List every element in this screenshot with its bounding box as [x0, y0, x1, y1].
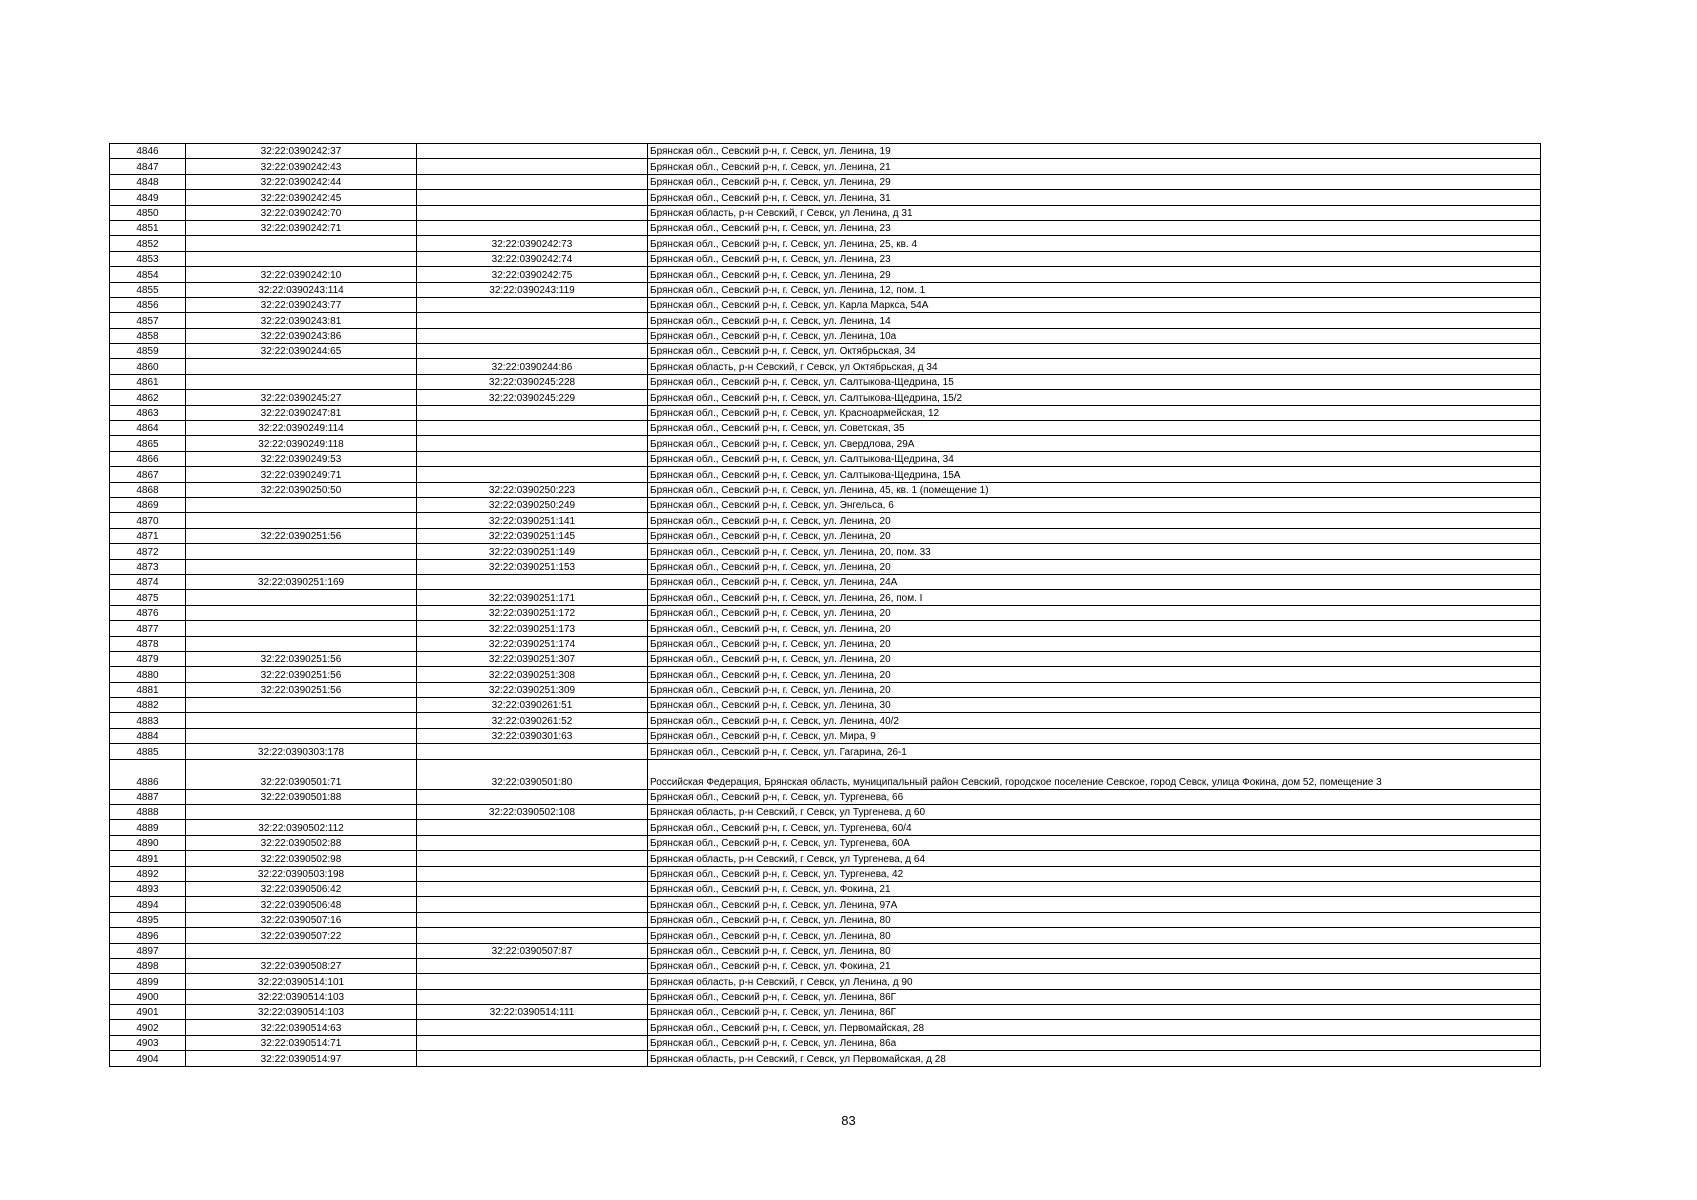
table-row	[110, 144, 1541, 159]
cadastral-number-cell: 32:22:0390251:56	[186, 667, 417, 682]
table-row	[110, 974, 1541, 989]
address-cell: Брянская обл., Севский р-н, г. Севск, ул. Ленина, 29	[648, 267, 1541, 282]
object-cadastral-number-cell	[417, 220, 648, 235]
table-row	[110, 667, 1541, 682]
address-cell: Брянская обл., Севский р-н, г. Севск, ул. Ленина, 20	[648, 605, 1541, 620]
table-row	[110, 482, 1541, 497]
address-cell: Брянская обл., Севский р-н, г. Севск, ул. Первомайская, 28	[648, 1020, 1541, 1035]
object-cadastral-number-cell	[417, 451, 648, 466]
table-row	[110, 220, 1541, 235]
cadastral-number-cell: 32:22:0390503:198	[186, 866, 417, 881]
object-cadastral-number-cell: 32:22:0390514:111	[417, 1005, 648, 1020]
row-number-cell: 4890	[110, 835, 186, 850]
row-number-cell: 4889	[110, 820, 186, 835]
cadastral-number-cell: 32:22:0390514:103	[186, 989, 417, 1004]
address-cell: Брянская обл., Севский р-н, г. Севск, ул. Ленина, 12, пом. 1	[648, 282, 1541, 297]
address-cell: Брянская обл., Севский р-н, г. Севск, ул. Октябрьская, 34	[648, 344, 1541, 359]
cadastral-number-cell	[186, 251, 417, 266]
object-cadastral-number-cell	[417, 1020, 648, 1035]
row-number-cell: 4886	[110, 759, 186, 789]
row-number-cell: 4849	[110, 190, 186, 205]
table-row	[110, 236, 1541, 251]
cadastral-number-cell: 32:22:0390507:22	[186, 928, 417, 943]
cadastral-number-cell	[186, 544, 417, 559]
address-cell: Брянская область, р-н Севский, г Севск, ул Октябрьская, д 34	[648, 359, 1541, 374]
cadastral-number-cell: 32:22:0390514:97	[186, 1051, 417, 1066]
cadastral-number-cell: 32:22:0390502:98	[186, 851, 417, 866]
object-cadastral-number-cell	[417, 897, 648, 912]
object-cadastral-number-cell: 32:22:0390261:51	[417, 698, 648, 713]
row-number-cell: 4865	[110, 436, 186, 451]
object-cadastral-number-cell: 32:22:0390251:153	[417, 559, 648, 574]
address-cell: Брянская обл., Севский р-н, г. Севск, ул. Ленина, 80	[648, 912, 1541, 927]
address-cell: Брянская обл., Севский р-н, г. Севск, ул. Салтыкова-Щедрина, 15	[648, 374, 1541, 389]
row-number-cell: 4848	[110, 174, 186, 189]
row-number-cell: 4853	[110, 251, 186, 266]
row-number-cell: 4871	[110, 528, 186, 543]
table-row	[110, 1005, 1541, 1020]
row-number-cell: 4881	[110, 682, 186, 697]
row-number-cell: 4882	[110, 698, 186, 713]
address-cell: Брянская обл., Севский р-н, г. Севск, ул. Ленина, 14	[648, 313, 1541, 328]
object-cadastral-number-cell	[417, 328, 648, 343]
table-row	[110, 390, 1541, 405]
table-row	[110, 513, 1541, 528]
row-number-cell: 4904	[110, 1051, 186, 1066]
table-row	[110, 805, 1541, 820]
row-number-cell: 4857	[110, 313, 186, 328]
row-number-cell: 4856	[110, 297, 186, 312]
object-cadastral-number-cell: 32:22:0390250:249	[417, 497, 648, 512]
cadastral-number-cell: 32:22:0390242:70	[186, 205, 417, 220]
address-cell: Брянская обл., Севский р-н, г. Севск, ул. Фокина, 21	[648, 958, 1541, 973]
object-cadastral-number-cell	[417, 205, 648, 220]
object-cadastral-number-cell	[417, 851, 648, 866]
row-number-cell: 4866	[110, 451, 186, 466]
row-number-cell: 4859	[110, 344, 186, 359]
row-number-cell: 4892	[110, 866, 186, 881]
row-number-cell: 4851	[110, 220, 186, 235]
object-cadastral-number-cell: 32:22:0390244:86	[417, 359, 648, 374]
row-number-cell: 4893	[110, 881, 186, 896]
cadastral-number-cell: 32:22:0390249:71	[186, 467, 417, 482]
object-cadastral-number-cell: 32:22:0390251:141	[417, 513, 648, 528]
address-cell: Брянская обл., Севский р-н, г. Севск, ул. Ленина, 80	[648, 943, 1541, 958]
address-cell: Брянская обл., Севский р-н, г. Севск, ул. Красноармейская, 12	[648, 405, 1541, 420]
cadastral-number-cell: 32:22:0390251:56	[186, 682, 417, 697]
table-row	[110, 605, 1541, 620]
object-cadastral-number-cell	[417, 958, 648, 973]
address-cell: Брянская обл., Севский р-н, г. Севск, ул. Ленина, 21	[648, 159, 1541, 174]
cadastral-number-cell	[186, 497, 417, 512]
row-number-cell: 4862	[110, 390, 186, 405]
address-cell: Брянская обл., Севский р-н, г. Севск, ул. Ленина, 20	[648, 682, 1541, 697]
address-cell: Брянская обл., Севский р-н, г. Севск, ул. Ленина, 86Г	[648, 1005, 1541, 1020]
cadastral-number-cell	[186, 359, 417, 374]
object-cadastral-number-cell: 32:22:0390250:223	[417, 482, 648, 497]
table-row	[110, 713, 1541, 728]
table-row	[110, 989, 1541, 1004]
address-cell: Брянская обл., Севский р-н, г. Севск, ул. Ленина, 26, пом. I	[648, 590, 1541, 605]
object-cadastral-number-cell: 32:22:0390251:308	[417, 667, 648, 682]
table-row	[110, 205, 1541, 220]
row-number-cell: 4891	[110, 851, 186, 866]
cadastral-number-cell	[186, 513, 417, 528]
address-cell: Брянская обл., Севский р-н, г. Севск, ул. Ленина, 19	[648, 144, 1541, 159]
address-cell: Российская Федерация, Брянская область, муниципальный район Севский, городское поселение Севское, город Севск, улица Фокина, дом 52, помещение 3	[648, 759, 1541, 789]
object-cadastral-number-cell	[417, 313, 648, 328]
row-number-cell: 4860	[110, 359, 186, 374]
cadastral-number-cell: 32:22:0390243:81	[186, 313, 417, 328]
table-row	[110, 744, 1541, 759]
address-cell: Брянская обл., Севский р-н, г. Севск, ул. Тургенева, 60/4	[648, 820, 1541, 835]
cadastral-number-cell	[186, 621, 417, 636]
address-cell: Брянская обл., Севский р-н, г. Севск, ул. Ленина, 20	[648, 636, 1541, 651]
table-row	[110, 313, 1541, 328]
object-cadastral-number-cell	[417, 436, 648, 451]
cadastral-number-cell: 32:22:0390508:27	[186, 958, 417, 973]
row-number-cell: 4877	[110, 621, 186, 636]
object-cadastral-number-cell: 32:22:0390502:108	[417, 805, 648, 820]
address-cell: Брянская обл., Севский р-н, г. Севск, ул. Тургенева, 60А	[648, 835, 1541, 850]
cadastral-number-cell: 32:22:0390303:178	[186, 744, 417, 759]
cadastral-number-cell: 32:22:0390506:48	[186, 897, 417, 912]
row-number-cell: 4858	[110, 328, 186, 343]
table-row	[110, 943, 1541, 958]
address-cell: Брянская обл., Севский р-н, г. Севск, ул. Ленина, 30	[648, 698, 1541, 713]
table-row	[110, 621, 1541, 636]
row-number-cell: 4876	[110, 605, 186, 620]
object-cadastral-number-cell	[417, 881, 648, 896]
table-row	[110, 636, 1541, 651]
row-number-cell: 4874	[110, 574, 186, 589]
address-cell: Брянская область, р-н Севский, г Севск, ул Тургенева, д 64	[648, 851, 1541, 866]
table-row	[110, 912, 1541, 927]
cadastral-number-cell: 32:22:0390242:45	[186, 190, 417, 205]
address-cell: Брянская обл., Севский р-н, г. Севск, ул. Мира, 9	[648, 728, 1541, 743]
cadastral-number-cell: 32:22:0390514:71	[186, 1035, 417, 1050]
object-cadastral-number-cell	[417, 912, 648, 927]
table-row	[110, 190, 1541, 205]
cadastral-number-cell: 32:22:0390514:103	[186, 1005, 417, 1020]
address-cell: Брянская обл., Севский р-н, г. Севск, ул. Ленина, 20	[648, 651, 1541, 666]
table-row	[110, 267, 1541, 282]
object-cadastral-number-cell	[417, 1051, 648, 1066]
address-cell: Брянская обл., Севский р-н, г. Севск, ул. Советская, 35	[648, 421, 1541, 436]
cadastral-number-cell: 32:22:0390242:71	[186, 220, 417, 235]
object-cadastral-number-cell	[417, 1035, 648, 1050]
row-number-cell: 4875	[110, 590, 186, 605]
cadastral-number-cell: 32:22:0390243:77	[186, 297, 417, 312]
cadastral-number-cell: 32:22:0390249:114	[186, 421, 417, 436]
row-number-cell: 4847	[110, 159, 186, 174]
row-number-cell: 4901	[110, 1005, 186, 1020]
table-row	[110, 544, 1541, 559]
object-cadastral-number-cell	[417, 190, 648, 205]
object-cadastral-number-cell: 32:22:0390245:229	[417, 390, 648, 405]
object-cadastral-number-cell: 32:22:0390243:119	[417, 282, 648, 297]
table-row	[110, 651, 1541, 666]
cadastral-number-cell: 32:22:0390249:118	[186, 436, 417, 451]
table-row	[110, 159, 1541, 174]
object-cadastral-number-cell: 32:22:0390242:75	[417, 267, 648, 282]
row-number-cell: 4902	[110, 1020, 186, 1035]
cadastral-number-cell	[186, 590, 417, 605]
row-number-cell: 4864	[110, 421, 186, 436]
cadastral-number-cell: 32:22:0390243:86	[186, 328, 417, 343]
object-cadastral-number-cell	[417, 928, 648, 943]
table-row	[110, 328, 1541, 343]
row-number-cell: 4863	[110, 405, 186, 420]
object-cadastral-number-cell: 32:22:0390251:149	[417, 544, 648, 559]
address-cell: Брянская обл., Севский р-н, г. Севск, ул. Энгельса, 6	[648, 497, 1541, 512]
address-cell: Брянская обл., Севский р-н, г. Севск, ул. Свердлова, 29А	[648, 436, 1541, 451]
address-cell: Брянская обл., Севский р-н, г. Севск, ул. Ленина, 23	[648, 251, 1541, 266]
cadastral-number-cell	[186, 605, 417, 620]
address-cell: Брянская обл., Севский р-н, г. Севск, ул. Ленина, 40/2	[648, 713, 1541, 728]
address-cell: Брянская обл., Севский р-н, г. Севск, ул. Тургенева, 42	[648, 866, 1541, 881]
address-cell: Брянская обл., Севский р-н, г. Севск, ул. Ленина, 25, кв. 4	[648, 236, 1541, 251]
cadastral-number-cell: 32:22:0390502:112	[186, 820, 417, 835]
table-row	[110, 928, 1541, 943]
object-cadastral-number-cell	[417, 159, 648, 174]
table-row	[110, 590, 1541, 605]
object-cadastral-number-cell: 32:22:0390251:309	[417, 682, 648, 697]
address-cell: Брянская обл., Севский р-н, г. Севск, ул. Ленина, 20, пом. 33	[648, 544, 1541, 559]
table-row	[110, 835, 1541, 850]
address-cell: Брянская обл., Севский р-н, г. Севск, ул. Ленина, 97А	[648, 897, 1541, 912]
object-cadastral-number-cell	[417, 467, 648, 482]
table-row	[110, 344, 1541, 359]
address-cell: Брянская область, р-н Севский, г Севск, ул Ленина, д 90	[648, 974, 1541, 989]
address-cell: Брянская обл., Севский р-н, г. Севск, ул. Тургенева, 66	[648, 789, 1541, 804]
object-cadastral-number-cell	[417, 820, 648, 835]
address-cell: Брянская обл., Севский р-н, г. Севск, ул. Ленина, 24А	[648, 574, 1541, 589]
address-cell: Брянская обл., Севский р-н, г. Севск, ул. Гагарина, 26-1	[648, 744, 1541, 759]
address-cell: Брянская обл., Севский р-н, г. Севск, ул. Ленина, 20	[648, 513, 1541, 528]
address-cell: Брянская обл., Севский р-н, г. Севск, ул. Ленина, 45, кв. 1 (помещение 1)	[648, 482, 1541, 497]
object-cadastral-number-cell	[417, 421, 648, 436]
row-number-cell: 4900	[110, 989, 186, 1004]
cadastral-number-cell: 32:22:0390243:114	[186, 282, 417, 297]
cadastral-number-cell: 32:22:0390514:63	[186, 1020, 417, 1035]
object-cadastral-number-cell	[417, 789, 648, 804]
cadastral-number-cell: 32:22:0390506:42	[186, 881, 417, 896]
object-cadastral-number-cell	[417, 835, 648, 850]
row-number-cell: 4888	[110, 805, 186, 820]
table-row	[110, 958, 1541, 973]
row-number-cell: 4850	[110, 205, 186, 220]
object-cadastral-number-cell	[417, 744, 648, 759]
cadastral-number-cell	[186, 236, 417, 251]
cadastral-number-cell: 32:22:0390250:50	[186, 482, 417, 497]
row-number-cell: 4903	[110, 1035, 186, 1050]
cadastral-number-cell	[186, 713, 417, 728]
row-number-cell: 4854	[110, 267, 186, 282]
object-cadastral-number-cell: 32:22:0390251:145	[417, 528, 648, 543]
row-number-cell: 4898	[110, 958, 186, 973]
object-cadastral-number-cell	[417, 297, 648, 312]
table-row	[110, 682, 1541, 697]
table-row	[110, 820, 1541, 835]
cadastral-number-cell: 32:22:0390249:53	[186, 451, 417, 466]
address-cell: Брянская обл., Севский р-н, г. Севск, ул. Ленина, 80	[648, 928, 1541, 943]
cadastral-number-cell: 32:22:0390242:43	[186, 159, 417, 174]
cadastral-number-cell: 32:22:0390245:27	[186, 390, 417, 405]
cadastral-number-cell: 32:22:0390251:56	[186, 528, 417, 543]
row-number-cell: 4869	[110, 497, 186, 512]
row-number-cell: 4895	[110, 912, 186, 927]
table-row	[110, 174, 1541, 189]
table-row	[110, 1020, 1541, 1035]
table-row	[110, 1051, 1541, 1066]
cadastral-number-cell	[186, 559, 417, 574]
cadastral-number-cell	[186, 805, 417, 820]
table-row	[110, 851, 1541, 866]
object-cadastral-number-cell	[417, 144, 648, 159]
row-number-cell: 4887	[110, 789, 186, 804]
address-cell: Брянская обл., Севский р-н, г. Севск, ул. Ленина, 20	[648, 528, 1541, 543]
row-number-cell: 4852	[110, 236, 186, 251]
table-row	[110, 497, 1541, 512]
cadastral-number-cell: 32:22:0390502:88	[186, 835, 417, 850]
cadastral-number-cell	[186, 728, 417, 743]
table-row	[110, 574, 1541, 589]
cadastral-number-cell: 32:22:0390242:10	[186, 267, 417, 282]
cadastral-number-cell: 32:22:0390514:101	[186, 974, 417, 989]
table-row	[110, 421, 1541, 436]
row-number-cell: 4870	[110, 513, 186, 528]
row-number-cell: 4894	[110, 897, 186, 912]
object-cadastral-number-cell	[417, 989, 648, 1004]
table-row	[110, 897, 1541, 912]
address-cell: Брянская обл., Севский р-н, г. Севск, ул. Ленина, 86Г	[648, 989, 1541, 1004]
object-cadastral-number-cell	[417, 974, 648, 989]
row-number-cell: 4896	[110, 928, 186, 943]
object-cadastral-number-cell: 32:22:0390242:74	[417, 251, 648, 266]
row-number-cell: 4855	[110, 282, 186, 297]
table-row	[110, 528, 1541, 543]
row-number-cell: 4883	[110, 713, 186, 728]
table-row	[110, 359, 1541, 374]
object-cadastral-number-cell: 32:22:0390251:172	[417, 605, 648, 620]
address-cell: Брянская обл., Севский р-н, г. Севск, ул. Ленина, 20	[648, 621, 1541, 636]
cadastral-number-cell: 32:22:0390242:44	[186, 174, 417, 189]
row-number-cell: 4861	[110, 374, 186, 389]
cadastral-table	[109, 143, 1541, 1067]
cadastral-number-cell: 32:22:0390251:56	[186, 651, 417, 666]
address-cell: Брянская обл., Севский р-н, г. Севск, ул. Салтыкова-Щедрина, 15А	[648, 467, 1541, 482]
table-row	[110, 559, 1541, 574]
address-cell: Брянская обл., Севский р-н, г. Севск, ул. Ленина, 23	[648, 220, 1541, 235]
object-cadastral-number-cell: 32:22:0390251:307	[417, 651, 648, 666]
object-cadastral-number-cell: 32:22:0390301:63	[417, 728, 648, 743]
table-row	[110, 1035, 1541, 1050]
address-cell: Брянская обл., Севский р-н, г. Севск, ул. Карла Маркса, 54А	[648, 297, 1541, 312]
table-row	[110, 866, 1541, 881]
row-number-cell: 4884	[110, 728, 186, 743]
object-cadastral-number-cell	[417, 174, 648, 189]
cadastral-number-cell	[186, 636, 417, 651]
address-cell: Брянская обл., Севский р-н, г. Севск, ул. Салтыкова-Щедрина, 15/2	[648, 390, 1541, 405]
table-row	[110, 374, 1541, 389]
object-cadastral-number-cell	[417, 866, 648, 881]
table-row	[110, 789, 1541, 804]
table-row	[110, 467, 1541, 482]
row-number-cell: 4867	[110, 467, 186, 482]
object-cadastral-number-cell: 32:22:0390251:171	[417, 590, 648, 605]
address-cell: Брянская обл., Севский р-н, г. Севск, ул. Салтыкова-Щедрина, 34	[648, 451, 1541, 466]
row-number-cell: 4885	[110, 744, 186, 759]
table-row	[110, 251, 1541, 266]
table-row	[110, 297, 1541, 312]
cadastral-number-cell: 32:22:0390501:88	[186, 789, 417, 804]
row-number-cell: 4846	[110, 144, 186, 159]
row-number-cell: 4880	[110, 667, 186, 682]
cadastral-number-cell	[186, 698, 417, 713]
object-cadastral-number-cell: 32:22:0390245:228	[417, 374, 648, 389]
table-row	[110, 698, 1541, 713]
table-row	[110, 728, 1541, 743]
row-number-cell: 4873	[110, 559, 186, 574]
row-number-cell: 4879	[110, 651, 186, 666]
table-row	[110, 436, 1541, 451]
cadastral-number-cell	[186, 943, 417, 958]
row-number-cell: 4878	[110, 636, 186, 651]
object-cadastral-number-cell: 32:22:0390501:80	[417, 759, 648, 789]
object-cadastral-number-cell: 32:22:0390261:52	[417, 713, 648, 728]
address-cell: Брянская обл., Севский р-н, г. Севск, ул. Ленина, 31	[648, 190, 1541, 205]
cadastral-number-cell: 32:22:0390244:65	[186, 344, 417, 359]
object-cadastral-number-cell: 32:22:0390242:73	[417, 236, 648, 251]
cadastral-number-cell: 32:22:0390251:169	[186, 574, 417, 589]
address-cell: Брянская обл., Севский р-н, г. Севск, ул. Ленина, 20	[648, 667, 1541, 682]
cadastral-number-cell: 32:22:0390507:16	[186, 912, 417, 927]
page-number: 83	[841, 1113, 856, 1128]
cadastral-number-cell	[186, 374, 417, 389]
row-number-cell: 4872	[110, 544, 186, 559]
address-cell: Брянская обл., Севский р-н, г. Севск, ул. Ленина, 86а	[648, 1035, 1541, 1050]
row-number-cell: 4897	[110, 943, 186, 958]
table-body	[110, 144, 1541, 1067]
object-cadastral-number-cell	[417, 344, 648, 359]
table-row	[110, 451, 1541, 466]
address-cell: Брянская обл., Севский р-н, г. Севск, ул. Ленина, 10а	[648, 328, 1541, 343]
address-cell: Брянская обл., Севский р-н, г. Севск, ул. Ленина, 20	[648, 559, 1541, 574]
object-cadastral-number-cell: 32:22:0390507:87	[417, 943, 648, 958]
table-row	[110, 881, 1541, 896]
row-number-cell: 4868	[110, 482, 186, 497]
cadastral-number-cell: 32:22:0390247:81	[186, 405, 417, 420]
cadastral-number-cell: 32:22:0390242:37	[186, 144, 417, 159]
object-cadastral-number-cell: 32:22:0390251:174	[417, 636, 648, 651]
row-number-cell: 4899	[110, 974, 186, 989]
object-cadastral-number-cell: 32:22:0390251:173	[417, 621, 648, 636]
address-cell: Брянская область, р-н Севский, г Севск, ул Первомайская, д 28	[648, 1051, 1541, 1066]
object-cadastral-number-cell	[417, 405, 648, 420]
table-row	[110, 282, 1541, 297]
address-cell: Брянская область, р-н Севский, г Севск, ул Тургенева, д 60	[648, 805, 1541, 820]
object-cadastral-number-cell	[417, 574, 648, 589]
address-cell: Брянская область, р-н Севский, г Севск, ул Ленина, д 31	[648, 205, 1541, 220]
table-row	[110, 405, 1541, 420]
table-row	[110, 759, 1541, 789]
address-cell: Брянская обл., Севский р-н, г. Севск, ул. Ленина, 29	[648, 174, 1541, 189]
address-cell: Брянская обл., Севский р-н, г. Севск, ул. Фокина, 21	[648, 881, 1541, 896]
cadastral-number-cell: 32:22:0390501:71	[186, 759, 417, 789]
